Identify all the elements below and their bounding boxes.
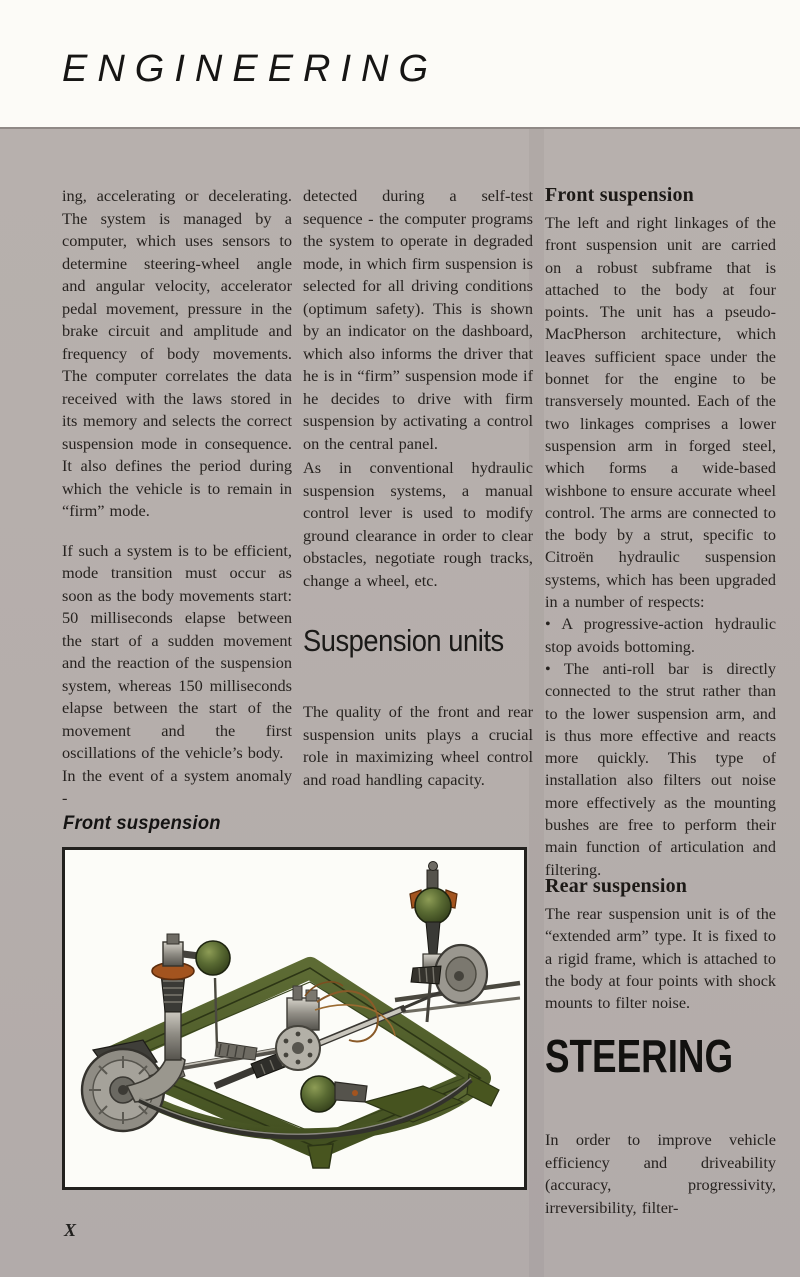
hydropneumatic-sphere — [196, 941, 230, 975]
page-header — [0, 0, 800, 129]
paragraph: If such a system is to be efficient, mode transition must occur as soon as the body movements start: 50 milliseconds elapse between the start of a sudden movement and the reaction of the suspension system, whereas 150 milliseconds elapse between the start of the movement and the first oscillations of the vehicle’s body. — [62, 540, 292, 762]
bullet-item: • The anti-roll bar is directly connected to the strut rather than to the lower suspension arm, and is thus more effective and reacts more quickly. This type of installation also filters out noise more effectively as the mounting bushes are free to perform their main function of articulation and filtering. — [545, 659, 776, 879]
paragraph: detected during a self-test sequence - the computer programs the system to operate in degraded mode, in which firm suspension is selected for all driving conditions (optimum safety). This is shown by an indicator on the dashboard, which also informs the driver that he is in “firm” suspension mode if he decides to drive with firm suspension by activating a control on the central panel. — [303, 186, 533, 453]
paragraph: As in conventional hydraulic suspension systems, a manual control lever is used to modify ground clearance in order to clear obstacles, negotiate rough tracks, change a wheel, etc. — [303, 458, 533, 590]
subheading-rear-suspension: Rear suspension — [545, 875, 688, 897]
column-2 — [303, 185, 533, 592]
paragraph: In the event of a system anomaly - — [62, 765, 292, 807]
subheading-front-suspension: Front suspension — [545, 184, 694, 206]
paragraph: The left and right linkages of the front suspension unit are carried on a robust subframe that is attached to the body at four points. The unit has a pseudo-MacPherson architecture, which leaves sufficient space under the bonnet for the engine to be transversely mounted. Each of the two linkages comprises a lower suspension arm in forged steel, which forms a wide-based wishbone to ensure accurate wheel control. The arms are connected to the body by a strut, specific to Citroën hydraulic suspension systems, which has been upgraded in a number of respects: — [545, 214, 776, 612]
front-suspension-illustration — [65, 850, 524, 1187]
centre-sphere — [301, 1076, 367, 1112]
bullet-item: • A progressive-action hydraulic stop avoids bottoming. — [545, 615, 776, 656]
paragraph: In order to improve vehicle efficiency and driveability (accuracy, progressivity, irreversibility, filter- — [545, 1130, 776, 1217]
column-3-front-suspension — [545, 183, 776, 881]
page-title: ENGINEERING — [62, 48, 439, 90]
section-heading-suspension-units: Suspension units — [303, 623, 504, 658]
column-2-continued — [303, 701, 533, 791]
column-1 — [62, 185, 292, 810]
page-number: X — [64, 1220, 77, 1240]
hydropneumatic-sphere — [415, 888, 451, 924]
column-3-steering-text — [545, 1129, 776, 1219]
figure-caption: Front suspension — [63, 813, 221, 834]
front-suspension-figure — [62, 847, 527, 1190]
section-heading-steering: STEERING — [545, 1030, 734, 1082]
column-3-rear-suspension — [545, 874, 776, 1014]
paragraph: ing, accelerating or decelerating. The system is managed by a computer, which uses sensors to determine steering-wheel angle and angular velocity, accelerator pedal movement, pressure in the brake circuit and amplitude and frequency of body movements. The computer correlates the data received with the laws stored in its memory and selects the correct suspension mode in consequence. It also defines the period during which the vehicle is to remain in “firm” mode. — [62, 186, 292, 520]
paragraph: The rear suspension unit is of the “extended arm” type. It is fixed to a rigid frame, which is attached to the body at four points with shock mounts to filter noise. — [545, 905, 776, 1013]
page-body — [0, 129, 800, 1277]
paragraph: The quality of the front and rear suspension units plays a crucial role in maximizing wheel control and road handling capacity. — [303, 702, 533, 789]
